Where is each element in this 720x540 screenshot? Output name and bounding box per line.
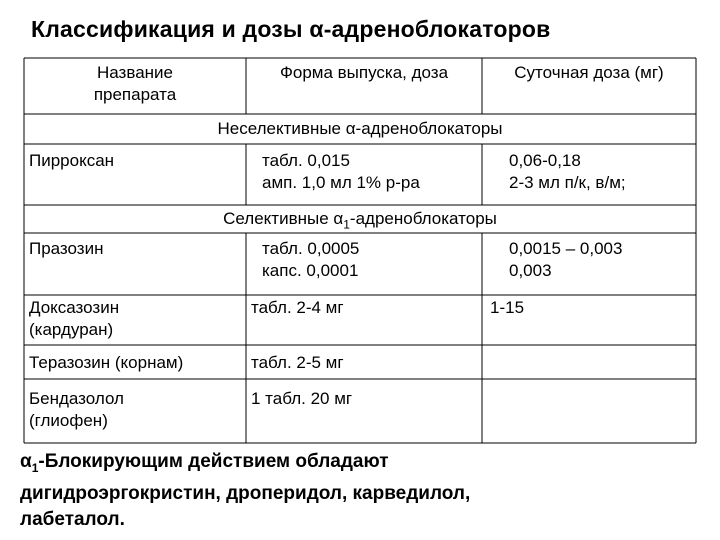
drug-name-prazosin: Празозин bbox=[29, 239, 104, 258]
footnote bbox=[20, 449, 470, 533]
form-bendazolol: 1 табл. 20 мг bbox=[251, 389, 353, 408]
form-terazosin: табл. 2-5 мг bbox=[251, 353, 344, 372]
drug-name-terazosin: Теразозин (корнам) bbox=[29, 353, 184, 372]
drug-name-bendazolol: Бендазолол (глиофен) bbox=[29, 389, 124, 430]
drug-name-doxazosin: Доксазозин (кардуран) bbox=[29, 298, 120, 339]
header-name: Название препарата bbox=[93, 63, 177, 104]
section-selective: Селективные $\alpha_1$-адреноблокаторы bbox=[223, 209, 497, 232]
drug-name-pirroxan: Пирроксан bbox=[29, 151, 115, 170]
footnote-line2: дигидроэргокристин, дроперидол, карведилол, bbox=[20, 482, 471, 504]
footnote-line3: лабеталол. bbox=[20, 508, 125, 530]
slide-title: Классификация и дозы α-адреноблокаторов bbox=[31, 16, 551, 42]
dose-pirroxan: 0,06-0,18 2-3 мл п/к, в/м; bbox=[509, 151, 626, 192]
form-prazosin: табл. 0,0005 капс. 0,0001 bbox=[262, 239, 360, 280]
header-daily-dose: Суточная доза (мг) bbox=[514, 63, 664, 82]
form-doxazosin: табл. 2-4 мг bbox=[251, 298, 344, 317]
dose-prazosin: 0,0015 – 0,003 0,003 bbox=[509, 239, 623, 280]
dose-doxazosin: 1-15 bbox=[490, 298, 525, 317]
form-pirroxan: табл. 0,015 амп. 1,0 мл 1% р-ра bbox=[262, 151, 420, 192]
footnote-line1: $\alpha_1$-Блокирующим действием обладают bbox=[20, 451, 389, 475]
section-nonselective: Неселективные α-адреноблокаторы bbox=[217, 119, 503, 138]
header-form-dose: Форма выпуска, доза bbox=[279, 63, 449, 82]
